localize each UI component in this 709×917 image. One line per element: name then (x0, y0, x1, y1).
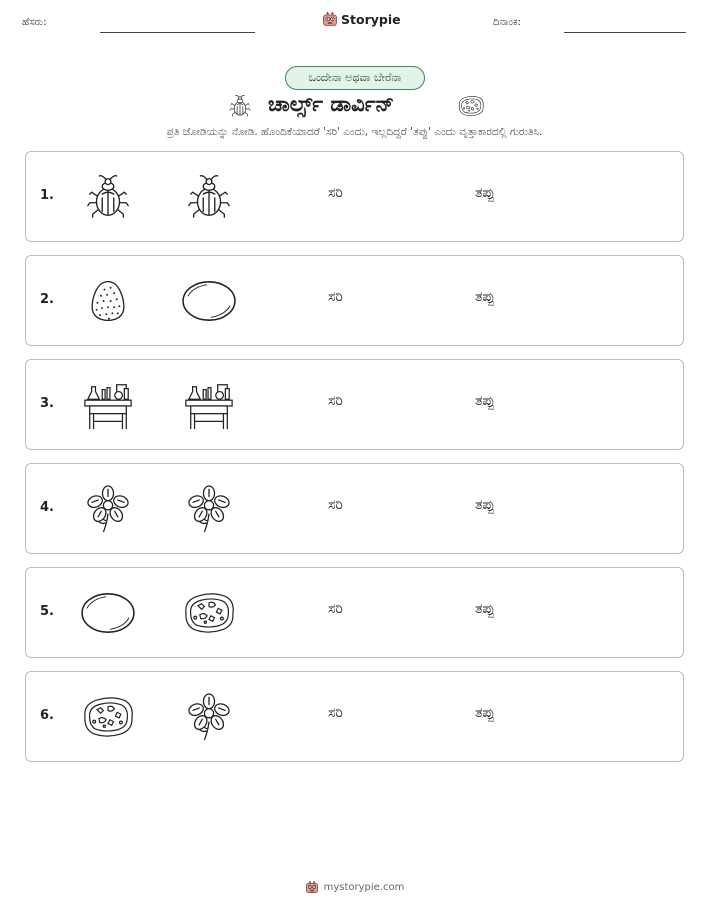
flower-icon (179, 692, 239, 742)
option-correct[interactable]: ಸರಿ (328, 393, 343, 409)
question-row (25, 671, 684, 762)
question-row (25, 567, 684, 658)
option-wrong[interactable]: ತಪ್ಪು (475, 289, 495, 305)
lab-table-icon (179, 380, 239, 430)
option-wrong[interactable]: ತಪ್ಪು (475, 601, 495, 617)
option-correct[interactable]: ಸರಿ (328, 601, 343, 617)
question-row (25, 151, 684, 242)
storypie-mascot-icon (322, 11, 338, 27)
option-correct[interactable]: ಸರಿ (328, 497, 343, 513)
option-wrong[interactable]: ತಪ್ಪು (475, 393, 495, 409)
pebble-icon (179, 276, 239, 326)
option-correct[interactable]: ಸರಿ (328, 185, 343, 201)
option-correct[interactable]: ಸರಿ (328, 289, 343, 305)
page-title: ಚಾರ್ಲ್ಸ್ ಡಾರ್ವಿನ್ (268, 92, 395, 116)
beetle-icon (228, 94, 252, 118)
page-footer (0, 880, 709, 894)
option-wrong[interactable]: ತಪ್ಪು (475, 705, 495, 721)
fossil-rock-icon (457, 94, 485, 118)
question-number: 2. (40, 292, 54, 307)
question-number: 3. (40, 396, 54, 411)
lab-table-icon (78, 380, 138, 430)
question-row (25, 255, 684, 346)
pebble-icon (78, 588, 138, 638)
date-label: ದಿನಾಂಕ: (493, 17, 521, 28)
brand-name: Storypie (341, 11, 401, 27)
storypie-mascot-icon (305, 880, 319, 894)
speckled-egg-icon (78, 276, 138, 326)
beetle-icon (78, 172, 138, 222)
option-wrong[interactable]: ತಪ್ಪು (475, 497, 495, 513)
flower-icon (78, 484, 138, 534)
question-row (25, 359, 684, 450)
beetle-icon (179, 172, 239, 222)
worksheet-type-badge: ಒಂದೇನಾ ಅಥವಾ ಬೇರೆನಾ (285, 66, 425, 90)
brand-logo (322, 11, 401, 27)
fossil-rock-icon (179, 588, 239, 638)
title-row (0, 92, 709, 122)
name-field-line[interactable] (100, 32, 255, 33)
instructions: ಪ್ರತಿ ಜೋಡಿಯನ್ನು ನೋಡಿ. ಹೊಂದಿಕೆಯಾದರೆ 'ಸರಿ' ಎಂದು, ಇಲ್ಲದಿದ್ದರೆ 'ತಪ್ಪು' ಎಂದು ವೃತ್ತಾಕಾರದಲ್ಲಿ ಗುರುತಿಸಿ. (166, 126, 543, 138)
option-correct[interactable]: ಸರಿ (328, 705, 343, 721)
flower-icon (179, 484, 239, 534)
question-number: 4. (40, 500, 54, 515)
footer-url[interactable]: mystorypie.com (323, 881, 405, 893)
page-header (0, 0, 709, 40)
question-number: 5. (40, 604, 54, 619)
question-number: 1. (40, 188, 54, 203)
name-label: ಹೆಸರು: (22, 17, 47, 28)
fossil-rock-icon (78, 692, 138, 742)
option-wrong[interactable]: ತಪ್ಪು (475, 185, 495, 201)
date-field-line[interactable] (564, 32, 686, 33)
question-number: 6. (40, 708, 54, 723)
question-row (25, 463, 684, 554)
